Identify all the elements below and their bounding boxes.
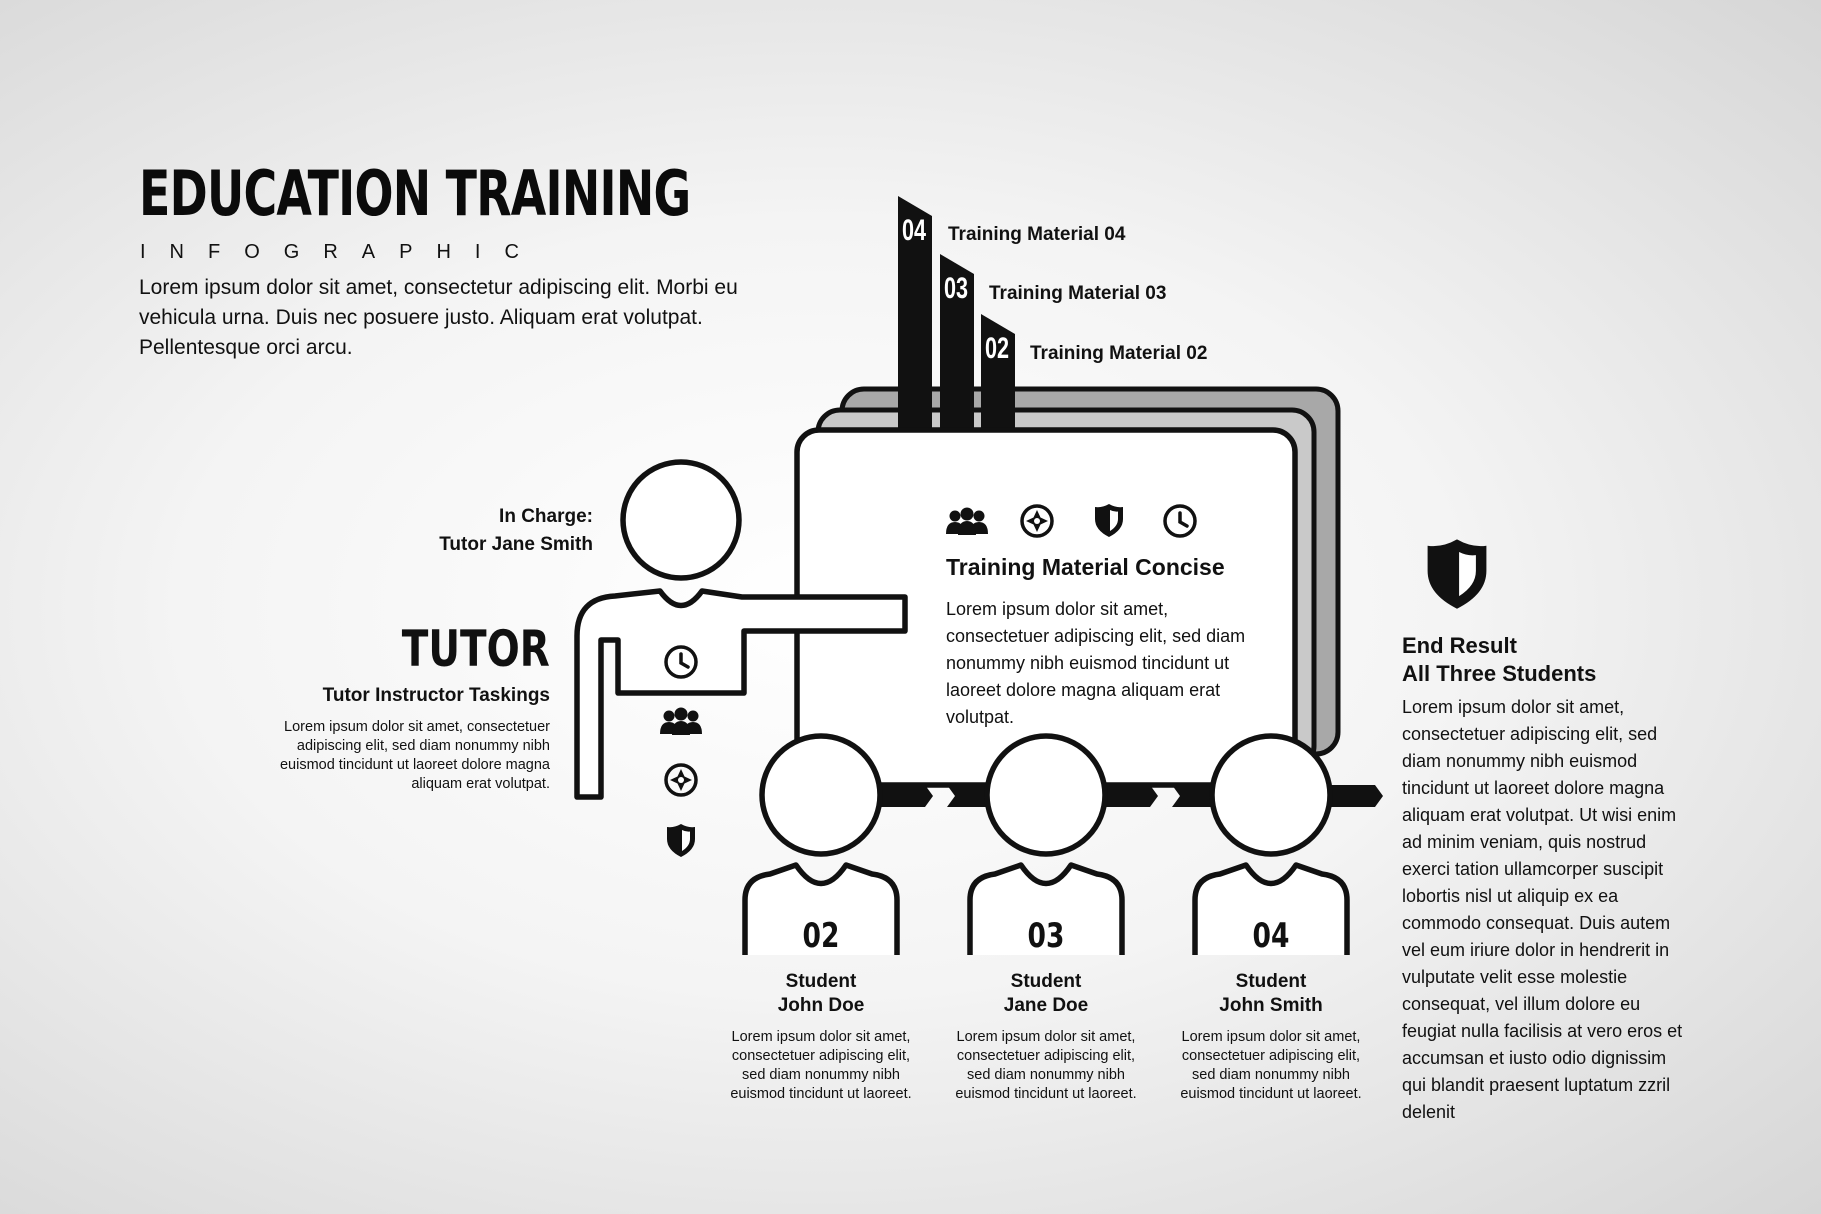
student-label-02 — [716, 970, 926, 1018]
student-body-02: Lorem ipsum dolor sit amet, consectetuer adipiscing elit, sed diam nonummy nibh euismod tincidunt ut laoreet. — [730, 1029, 912, 1102]
ribbon-number-02: 02 — [985, 332, 1010, 365]
compass-icon — [1022, 506, 1052, 536]
material-label-03: Training Material 03 — [989, 283, 1167, 304]
ribbon-number-03: 03 — [944, 272, 969, 305]
result-title — [1402, 632, 1596, 688]
student-label-03 — [941, 970, 1151, 1018]
tutor-compass-icon — [666, 765, 696, 795]
student-role: Student — [1010, 971, 1082, 992]
student-number-04: 04 — [1252, 916, 1290, 956]
student-role: Student — [1235, 971, 1307, 992]
material-label-02: Training Material 02 — [1030, 343, 1208, 364]
tutor-shield-icon — [667, 824, 695, 857]
page-title: EDUCATION TRAINING — [139, 157, 691, 230]
result-shield-icon — [1428, 539, 1487, 608]
result-title-line1: End Result — [1402, 633, 1517, 658]
intro-text: Lorem ipsum dolor sit amet, consectetur adipiscing elit. Morbi eu vehicula urna. Duis nec posuere justo. Aliquam erat volutpat. Pellentesque orci arcu. — [139, 276, 738, 359]
student-role: Student — [785, 971, 857, 992]
tutor-in-charge — [380, 503, 593, 559]
tutor-subheading: Tutor Instructor Taskings — [322, 685, 550, 706]
board-body: Lorem ipsum dolor sit amet, consectetuer adipiscing elit, sed diam nonummy nibh euismod tincidunt ut laoreet dolore magna aliquam erat volutpat. — [946, 599, 1246, 727]
student-body-03: Lorem ipsum dolor sit amet, consectetuer adipiscing elit, sed diam nonummy nibh euismod tincidunt ut laoreet. — [955, 1029, 1137, 1102]
tutor-in-charge-name: Tutor Jane Smith — [439, 534, 593, 555]
student-label-04 — [1166, 970, 1376, 1018]
tutor-in-charge-label: In Charge: — [499, 506, 593, 527]
tutor-clock-icon — [666, 647, 696, 677]
tutor-people-icon — [660, 708, 702, 736]
clock-icon — [1165, 506, 1195, 536]
student-number-02: 02 — [802, 916, 840, 956]
tutor-body: Lorem ipsum dolor sit amet, consectetuer adipiscing elit, sed diam nonummy nibh euismod tincidunt ut laoreet dolore magna aliquam erat volutpat. — [279, 719, 550, 792]
student-body-04: Lorem ipsum dolor sit amet, consectetuer adipiscing elit, sed diam nonummy nibh euismod tincidunt ut laoreet. — [1180, 1029, 1362, 1102]
tutor-head — [623, 462, 739, 578]
board-title: Training Material Concise — [946, 554, 1225, 580]
ribbon-number-04: 04 — [902, 214, 927, 247]
student-number-03: 03 — [1027, 916, 1065, 956]
material-label-04: Training Material 04 — [948, 224, 1126, 245]
page-subtitle: INFOGRAPHIC — [140, 241, 543, 263]
student-name: Jane Doe — [1003, 995, 1089, 1016]
result-body: Lorem ipsum dolor sit amet, consectetuer adipiscing elit, sed diam nonummy nibh euismod tincidunt ut laoreet dolore magna aliquam erat volutpat. Ut wisi enim ad minim veniam, quis nostrud exerci tation ullamcorper suscipit lobortis nisl ut aliquip ex ea commodo consequat. Duis autem vel eum iriure dolor in hendrerit in vulputate velit esse molestie consequat, vel illum dolore eu feugiat nulla facilisis at vero eros et accumsan et iusto odio dignissim qui blandit praesent luptatum zzril delenit — [1402, 697, 1683, 1122]
tutor-heading: TUTOR — [401, 620, 550, 678]
result-title-line2: All Three Students — [1402, 661, 1597, 686]
student-name: John Smith — [1219, 995, 1323, 1016]
student-name: John Doe — [777, 995, 865, 1016]
